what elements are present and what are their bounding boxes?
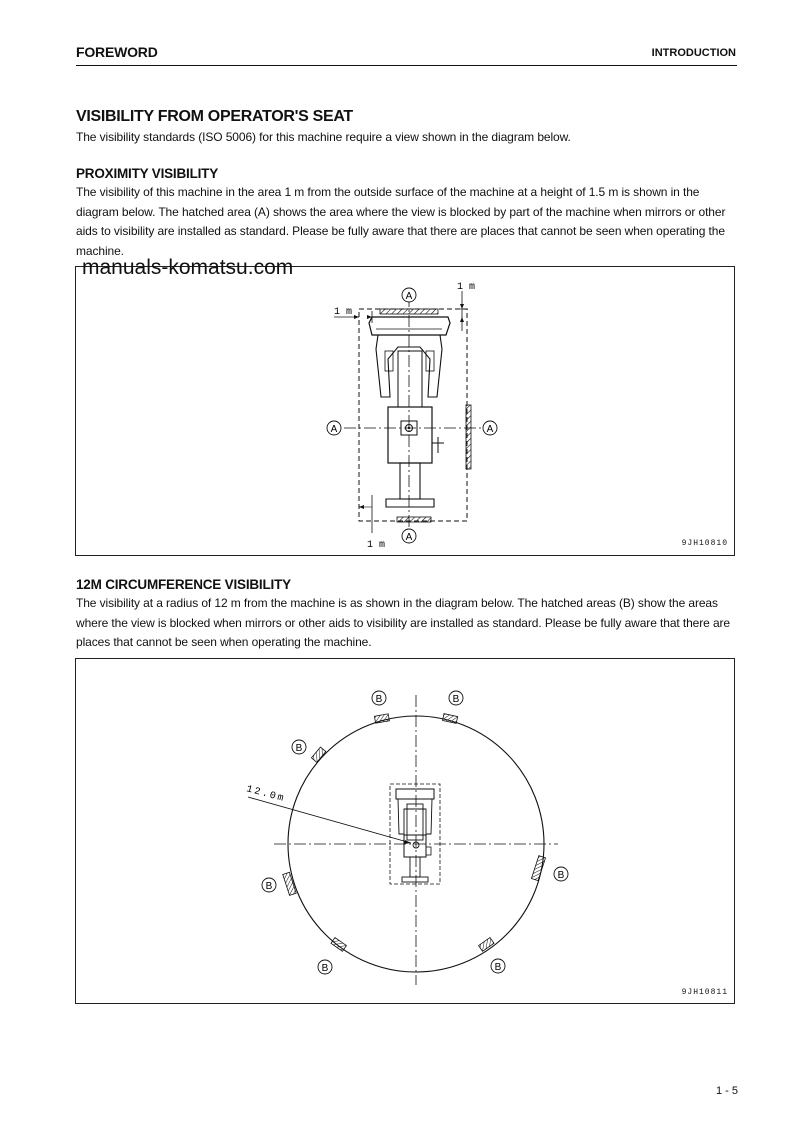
- machine-counterweight: [386, 499, 434, 507]
- callout-b-4: [262, 878, 276, 892]
- radius-label: 12.0m: [244, 784, 287, 806]
- blocked-zone-rear-right: [531, 856, 545, 881]
- svg-text:B: B: [375, 694, 383, 705]
- header-chapter-title: INTRODUCTION: [651, 47, 736, 59]
- header-divider: [76, 65, 737, 66]
- blocked-zone-front-right: [443, 714, 458, 724]
- proximity-title: PROXIMITY VISIBILITY: [76, 166, 219, 181]
- machine-rear-frame: [410, 857, 420, 877]
- blocked-zone-rear: [397, 517, 431, 522]
- svg-text:B: B: [452, 694, 460, 705]
- callout-b-6: [318, 960, 332, 974]
- section-title: VISIBILITY FROM OPERATOR'S SEAT: [76, 108, 353, 125]
- svg-text:B: B: [265, 881, 273, 892]
- machine-counterweight: [402, 877, 428, 882]
- blocked-zone-back-left: [331, 938, 346, 952]
- header-section-title: FOREWORD: [76, 44, 158, 60]
- machine-blade: [396, 789, 434, 799]
- callout-a-right: [483, 421, 497, 435]
- machine-blade: [369, 317, 450, 335]
- callout-a-left: [327, 421, 341, 435]
- circumference-diagram: [76, 659, 736, 1005]
- proximity-diagram: [76, 267, 736, 557]
- blocked-zone-back-right: [479, 938, 494, 952]
- circumference-text: The visibility at a radius of 12 m from the machine is as shown in the diagram below. The hatched areas (B) show the areas where the view is blocked when mirrors or other aids to visibility are installed as standard. Please be fully aware that there are places that cannot be seen when operating the machine.: [76, 596, 730, 649]
- svg-text:B: B: [295, 743, 303, 754]
- machine-rear-frame: [400, 463, 420, 499]
- boundary-1m-outline: [359, 309, 467, 521]
- callout-b-5: [554, 867, 568, 881]
- blocked-zone-front-left: [374, 714, 389, 723]
- circumference-figure: [75, 658, 735, 1004]
- blocked-zone-side-left: [311, 747, 325, 762]
- callout-a-top: [402, 288, 416, 302]
- svg-text:B: B: [557, 870, 565, 881]
- callout-a-bottom: [402, 529, 416, 543]
- svg-text:A: A: [405, 291, 413, 302]
- figure-code-circumference: 9JH10811: [681, 988, 728, 997]
- circumference-title: 12M CIRCUMFERENCE VISIBILITY: [76, 577, 291, 592]
- svg-text:A: A: [486, 424, 494, 435]
- blocked-zone-right: [466, 405, 471, 469]
- dim-label-top: 1 m: [457, 282, 476, 293]
- callout-b-2: [449, 691, 463, 705]
- svg-text:B: B: [494, 962, 502, 973]
- section-intro: The visibility standards (ISO 5006) for this machine require a view shown in the diagram below.: [76, 130, 571, 144]
- figure-code-proximity: 9JH10810: [681, 539, 728, 548]
- callout-b-7: [491, 959, 505, 973]
- callout-b-3: [292, 740, 306, 754]
- page-number: 1 - 5: [715, 1085, 738, 1097]
- proximity-text: The visibility of this machine in the area 1 m from the outside surface of the machine at a height of 1.5 m is shown in the diagram below. The hatched area (A) shows the area where the view is blocked by part of the machine when mirrors or other aids to visibility are installed as standard. Please be fully aware that there are places that cannot be seen when operating the machine.: [76, 185, 726, 258]
- blocked-zone-front: [380, 309, 438, 314]
- watermark: manuals-komatsu.com: [82, 256, 294, 279]
- callout-b-1: [372, 691, 386, 705]
- svg-text:A: A: [330, 424, 338, 435]
- proximity-figure: [75, 266, 735, 556]
- side-mirror: [426, 847, 431, 855]
- radius-leader: [248, 797, 411, 843]
- dim-label-bottom: 1 m: [367, 540, 386, 551]
- svg-text:A: A: [405, 532, 413, 543]
- svg-text:B: B: [321, 963, 329, 974]
- machine-engine-hood: [398, 351, 422, 407]
- dim-label-side: 1 m: [334, 307, 353, 318]
